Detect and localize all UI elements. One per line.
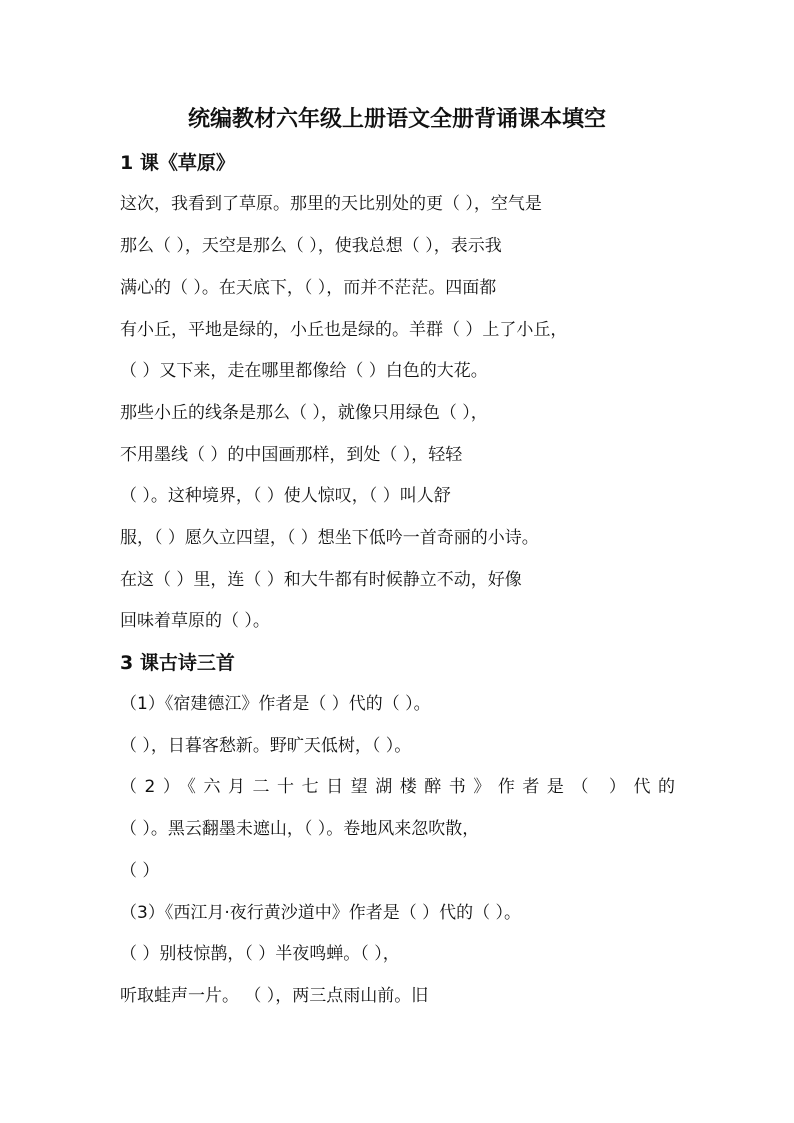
text-line: 不用墨线（ ）的中国画那样，到处（ ），轻轻 (120, 445, 463, 465)
text-line: 回味着草原的（ ）。 (120, 611, 270, 631)
text-line: （2）《六月二十七日望湖楼醉书》作者是（ ）代的 (120, 777, 675, 797)
text-line: （3）《西江月·夜行黄沙道中》作者是（ ）代的（ ）。 (120, 903, 522, 923)
page-title: 统编教材六年级上册语文全册背诵课本填空 (187, 107, 606, 132)
text-line: 满心的（ ）。在天底下，（ ），而并不茫茫。四面都 (120, 278, 497, 298)
text-line: 在这（ ）里，连（ ）和大牛都有时候静立不动，好像 (120, 570, 522, 590)
text-line: 那些小丘的线条是那么（ ），就像只用绿色（ ）， (120, 403, 488, 423)
section-heading: 1 课《草原》 (120, 152, 235, 174)
text-line: （1）《宿建德江》作者是（ ）代的（ ）。 (120, 694, 431, 714)
section-heading: 3 课古诗三首 (120, 652, 235, 674)
text-line: 有小丘，平地是绿的，小丘也是绿的。羊群（ ）上了小丘， (120, 320, 568, 340)
text-line: （ ） (120, 861, 160, 881)
text-line: 那么（ ），天空是那么（ ），使我总想（ ），表示我 (120, 236, 502, 256)
text-line: 服，（ ）愿久立四望，（ ）想坐下低吟一首奇丽的小诗。 (120, 528, 539, 548)
text-line: （ ）。黑云翻墨未遮山，（ ）。卷地风来忽吹散， (120, 819, 480, 839)
text-line: （ ）别枝惊鹊，（ ）半夜鸣蝉。（ ）， (120, 944, 400, 964)
text-line: （ ）。这种境界，（ ）使人惊叹，（ ）叫人舒 (120, 486, 451, 506)
text-line: 听取蛙声一片。 （ ），两三点雨山前。旧 (120, 986, 429, 1006)
text-line: （ ）又下来，走在哪里都像给（ ）白色的大花。 (120, 361, 488, 381)
text-line: 这次，我看到了草原。那里的天比别处的更（ ），空气是 (120, 194, 542, 214)
text-line: （ ），日暮客愁新。野旷天低树，（ ）。 (120, 736, 412, 756)
